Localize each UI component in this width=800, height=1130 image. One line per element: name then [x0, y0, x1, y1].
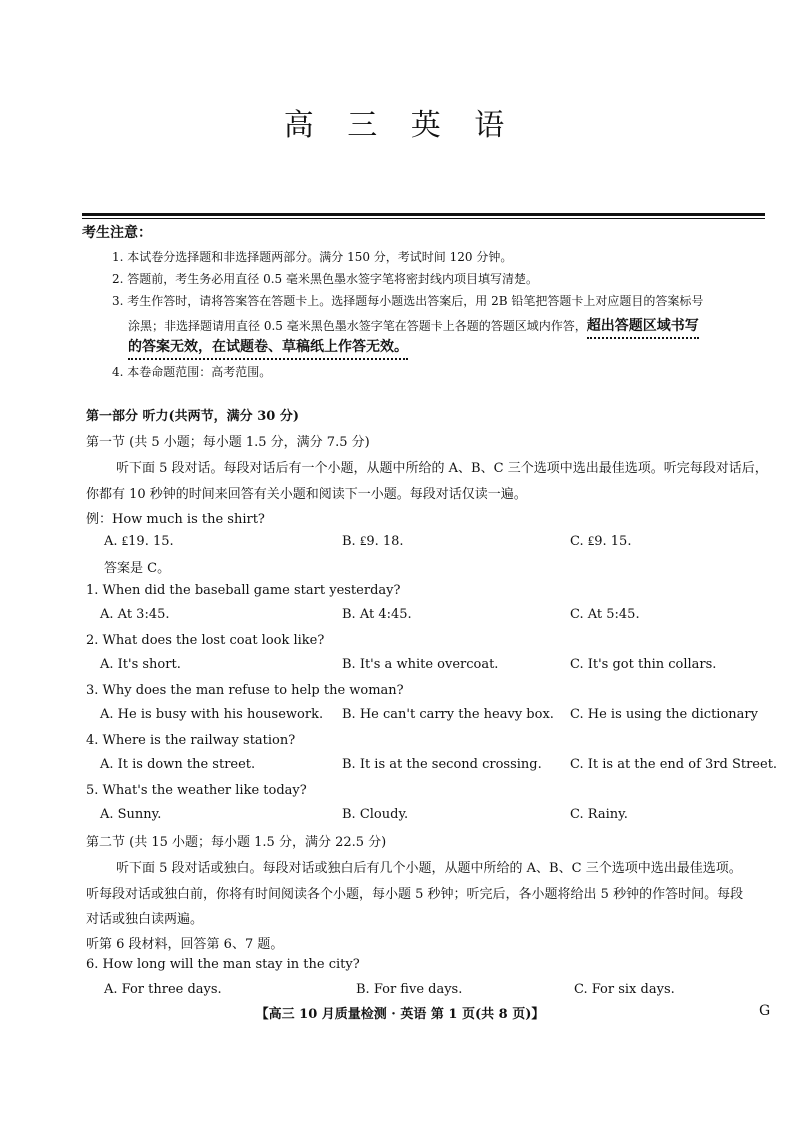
question-1-option-a: A. At 3:45. [100, 607, 170, 622]
question-3: 3. Why does the man refuse to help the woman? [86, 683, 404, 698]
section1-instruction-line-2: 你都有 10 秒钟的时间来回答有关小题和阅读下一小题。每段对话仅读一遍。 [86, 487, 527, 502]
question-1-option-b: B. At 4:45. [342, 607, 412, 622]
notice-item-3-emphasis-2: 的答案无效，在试题卷、草稿纸上作答无效。 [128, 339, 408, 360]
question-4-option-a: A. It is down the street. [100, 757, 256, 772]
section2-instruction-line-1: 听下面 5 段对话或独白。每段对话或独白后有几个小题，从题中所给的 A、B、C 三个选项中选出最佳选项。 [116, 861, 742, 876]
question-3-option-a: A. He is busy with his housework. [100, 707, 324, 722]
question-2-option-c: C. It's got thin collars. [570, 657, 717, 672]
notice-item-1: 1. 本试卷分选择题和非选择题两部分。满分 150 分，考试时间 120 分钟。 [112, 250, 513, 264]
question-1: 1. When did the baseball game start yesterday? [86, 583, 401, 598]
header-rule-thin [82, 218, 765, 219]
material-instruction: 听第 6 段材料，回答第 6、7 题。 [86, 937, 284, 952]
question-3-option-b: B. He can't carry the heavy box. [342, 707, 554, 722]
notice-item-3-line-1: 3. 考生作答时，请将答案答在答题卡上。选择题每小题选出答案后，用 2B 铅笔把答题卡上对应题目的答案标号 [112, 294, 704, 308]
corner-mark: G [759, 1003, 771, 1019]
notice-item-4: 4. 本卷命题范围：高考范围。 [112, 365, 272, 379]
notice-item-3-emphasis: 超出答题区域书写 [587, 318, 699, 339]
example-option-c: C. ₤9. 15. [570, 534, 632, 549]
section2-heading: 第二节 (共 15 小题；每小题 1.5 分，满分 22.5 分) [86, 835, 387, 850]
section2-instruction-line-3: 对话或独白读两遍。 [86, 912, 204, 927]
question-5-option-c: C. Rainy. [570, 807, 628, 822]
question-5-option-b: B. Cloudy. [342, 807, 409, 822]
example-question: 例：How much is the shirt? [86, 512, 265, 527]
example-answer: 答案是 C。 [104, 561, 171, 576]
notice-item-3-plain: 涂黑；非选择题请用直径 0.5 毫米黑色墨水签字笔在答题卡上各题的答题区域内作答， [128, 319, 587, 333]
question-4-option-b: B. It is at the second crossing. [342, 757, 542, 772]
notice-item-3-line-3 [128, 336, 408, 356]
example-option-a: A. ₤19. 15. [104, 534, 174, 549]
example-option-b: B. ₤9. 18. [342, 534, 404, 549]
question-1-option-c: C. At 5:45. [570, 607, 640, 622]
question-4: 4. Where is the railway station? [86, 733, 296, 748]
question-2-option-a: A. It's short. [100, 657, 181, 672]
page-title: 高 三 英 语 [283, 108, 517, 143]
part1-heading: 第一部分 听力(共两节，满分 30 分) [86, 409, 299, 424]
question-6: 6. How long will the man stay in the city? [86, 957, 360, 972]
question-4-option-c: C. It is at the end of 3rd Street. [570, 757, 778, 772]
section1-heading: 第一节 (共 5 小题；每小题 1.5 分，满分 7.5 分) [86, 435, 370, 450]
section1-instruction-line-1: 听下面 5 段对话。每段对话后有一个小题，从题中所给的 A、B、C 三个选项中选出最佳选项。听完每段对话后， [116, 461, 768, 476]
header-rule [82, 213, 765, 216]
question-6-option-b: B. For five days. [356, 982, 463, 997]
question-5-option-a: A. Sunny. [100, 807, 162, 822]
question-3-option-c: C. He is using the dictionary [570, 707, 758, 722]
question-2: 2. What does the lost coat look like? [86, 633, 325, 648]
question-6-option-c: C. For six days. [574, 982, 675, 997]
notice-item-2: 2. 答题前，考生务必用直径 0.5 毫米黑色墨水签字笔将密封线内项目填写清楚。 [112, 272, 538, 286]
question-6-option-a: A. For three days. [104, 982, 222, 997]
notice-item-3-line-2 [128, 315, 699, 335]
question-5: 5. What's the weather like today? [86, 783, 307, 798]
question-2-option-b: B. It's a white overcoat. [342, 657, 499, 672]
section2-instruction-line-2: 听每段对话或独白前，你将有时间阅读各个小题，每小题 5 秒钟；听完后，各小题将给出 5 秒钟的作答时间。每段 [86, 887, 744, 902]
notice-heading: 考生注意： [82, 225, 152, 241]
page-footer: 【高三 10 月质量检测 · 英语 第 1 页(共 8 页)】 [255, 1007, 545, 1022]
